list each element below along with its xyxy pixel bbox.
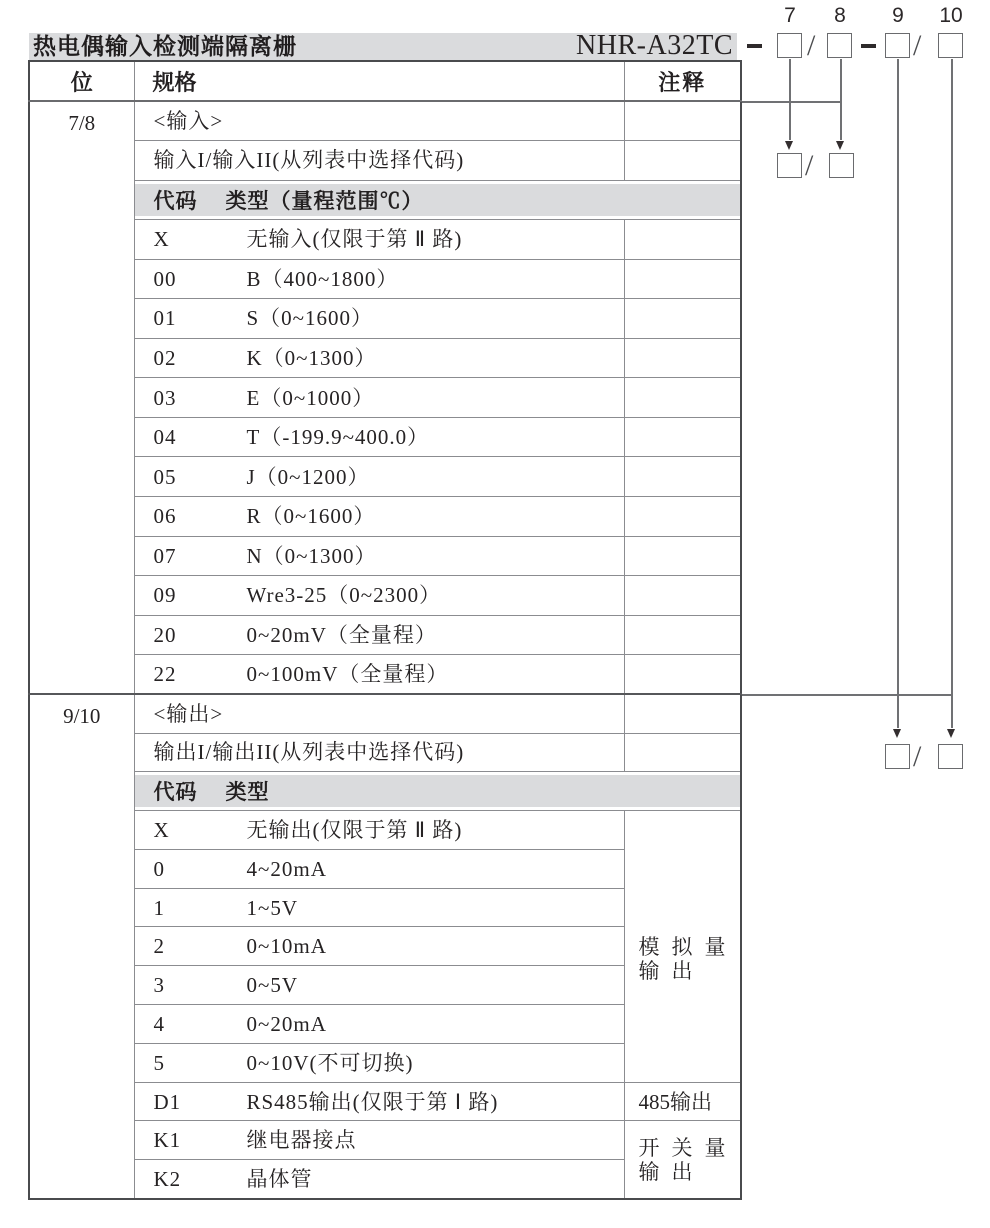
spec-text: <输出> (153, 701, 224, 726)
spec-cell (134, 1043, 624, 1082)
type-value: J（0~1200） (246, 464, 370, 489)
code-value: 5 (153, 1050, 165, 1075)
subheader-stripe (135, 184, 741, 217)
note-cell (624, 536, 741, 576)
output-code-box-I (885, 744, 910, 769)
type-value: K（0~1300） (246, 345, 377, 370)
code-value: 09 (153, 583, 177, 608)
type-value: 1~5V (246, 895, 299, 920)
spec-text: 输出I/输出II(从列表中选择代码) (153, 740, 465, 765)
spec-text (135, 857, 624, 881)
type-value: T（-199.9~400.0） (246, 425, 430, 450)
spec-text (135, 1128, 624, 1152)
note-cell (624, 496, 741, 536)
table-row (29, 615, 741, 655)
code-value: 07 (153, 543, 177, 568)
slash-separator: / (913, 29, 922, 62)
connector-line-input (740, 101, 841, 103)
header-position: 位 (29, 61, 134, 101)
table-row (29, 536, 741, 576)
table-row (29, 101, 741, 141)
code-value: 06 (153, 504, 177, 529)
table-row (29, 1082, 741, 1121)
arrow-down-icon (836, 141, 844, 150)
spec-cell (134, 417, 624, 457)
note-cell (624, 694, 741, 733)
spec-cell (134, 888, 624, 927)
note-cell (624, 576, 741, 616)
code-value: 02 (153, 345, 177, 370)
table-row (29, 180, 741, 220)
position-number-7: 7 (784, 4, 796, 27)
spec-cell (134, 536, 624, 576)
code-value: 04 (153, 425, 177, 450)
table-row (29, 259, 741, 299)
spec-text: <输入> (153, 108, 224, 133)
product-title: 热电偶输入检测端隔离栅 (33, 33, 297, 59)
code-value: 20 (153, 622, 177, 647)
code-value: 2 (153, 934, 165, 959)
note-cell (624, 615, 741, 655)
code-value: 1 (153, 895, 165, 920)
spec-cell (134, 259, 624, 299)
table-row (29, 378, 741, 418)
spec-cell (134, 1121, 624, 1160)
spec-text (135, 227, 624, 251)
input-code-box-II (829, 153, 854, 178)
spec-cell (134, 496, 624, 536)
note-cell (624, 299, 741, 339)
note-cell (624, 655, 741, 695)
type-value: 4~20mA (246, 856, 327, 881)
note-text: 输出 (638, 959, 705, 984)
spec-cell (134, 615, 624, 655)
table-row (29, 141, 741, 181)
spec-cell (134, 299, 624, 339)
table-row (29, 457, 741, 497)
note-cell (624, 220, 741, 260)
dash-separator (747, 44, 762, 48)
type-value: R（0~1600） (246, 504, 376, 529)
position-number-9: 9 (892, 4, 904, 27)
subheader-code-label: 代码 (153, 189, 198, 213)
spec-cell (134, 220, 624, 260)
header-spec: 规格 (134, 61, 624, 101)
spec-text: 输入I/输入II(从列表中选择代码) (153, 148, 465, 173)
code-value: 00 (153, 266, 177, 291)
type-value: 0~20mA (246, 1011, 327, 1036)
code-box-9 (885, 33, 910, 58)
spec-cell (134, 101, 624, 141)
spec-cell (134, 378, 624, 418)
position-cell: 9/10 (29, 694, 134, 1198)
code-value: 05 (153, 464, 177, 489)
type-value: 0~20mV（全量程） (246, 622, 437, 647)
spec-cell (134, 1082, 624, 1121)
note-cell (624, 417, 741, 457)
spec-text (135, 1012, 624, 1036)
table-header-row (29, 61, 741, 101)
subheader-code-label: 代码 (153, 781, 198, 805)
note-text: 485输出 (638, 1089, 712, 1114)
pointer-line-9 (897, 59, 899, 728)
code-type-subheader (134, 772, 741, 811)
spec-text (135, 267, 624, 291)
note-cell (624, 259, 741, 299)
spec-text (135, 346, 624, 370)
note-cell (624, 811, 741, 1083)
slash-separator: / (807, 29, 816, 62)
table-row (29, 338, 741, 378)
spec-table (28, 60, 742, 1200)
spec-cell (134, 966, 624, 1005)
spec-cell (134, 1160, 624, 1199)
arrow-down-icon (893, 729, 901, 738)
note-text: 模拟量 (638, 935, 738, 960)
note-cell (624, 1121, 741, 1199)
spec-cell (134, 576, 624, 616)
spec-text (135, 896, 624, 920)
code-value: 22 (153, 662, 177, 687)
code-value: 0 (153, 856, 165, 881)
spec-cell (134, 338, 624, 378)
code-value: 01 (153, 306, 177, 331)
spec-text (135, 934, 624, 958)
code-value: X (153, 227, 170, 252)
spec-text (135, 465, 624, 489)
spec-text (135, 662, 624, 686)
table-row (29, 733, 741, 772)
pointer-line-8 (840, 59, 842, 140)
type-value: 无输出(仅限于第 Ⅱ 路) (246, 817, 463, 842)
dash-separator (861, 44, 876, 48)
arrow-down-icon (785, 141, 793, 150)
spec-cell (134, 811, 624, 850)
type-value: 0~10mA (246, 934, 327, 959)
code-value: D1 (153, 1089, 182, 1114)
spec-text (135, 973, 624, 997)
pointer-line-7 (789, 59, 791, 140)
spec-text (135, 425, 624, 449)
subheader-type-label: 类型 (225, 781, 270, 805)
table-row (29, 694, 741, 733)
spec-cell (134, 694, 624, 733)
type-value: E（0~1000） (246, 385, 375, 410)
spec-cell (134, 1005, 624, 1044)
code-value: 4 (153, 1011, 165, 1036)
spec-text (135, 1090, 624, 1114)
arrow-down-icon (947, 729, 955, 738)
type-value: B（400~1800） (246, 266, 399, 291)
note-cell (624, 1082, 741, 1121)
code-type-subheader (134, 180, 741, 220)
spec-text (135, 583, 624, 607)
note-cell (624, 141, 741, 181)
type-value: 0~5V (246, 973, 299, 998)
type-value: 0~100mV（全量程） (246, 662, 449, 687)
table-row (29, 496, 741, 536)
code-box-8 (827, 33, 852, 58)
code-value: 3 (153, 973, 165, 998)
spec-text (135, 306, 624, 330)
spec-table-body (29, 101, 741, 1199)
type-value: 晶体管 (246, 1166, 313, 1191)
pointer-line-10 (951, 59, 953, 728)
spec-cell (134, 733, 624, 772)
subheader-stripe (135, 775, 741, 807)
type-value: 继电器接点 (246, 1128, 357, 1153)
title-bar (29, 30, 737, 61)
spec-text (135, 818, 624, 842)
position-number-10: 10 (939, 4, 963, 27)
spec-text (135, 504, 624, 528)
type-value: Wre3-25（0~2300） (246, 583, 442, 608)
type-value: 0~10V(不可切换) (246, 1050, 414, 1075)
table-row (29, 417, 741, 457)
code-box-10 (938, 33, 963, 58)
note-cell (624, 338, 741, 378)
code-value: K1 (153, 1128, 182, 1153)
type-value: S（0~1600） (246, 306, 374, 331)
code-box-7 (777, 33, 802, 58)
spec-cell (134, 849, 624, 888)
note-cell (624, 733, 741, 772)
model-number: NHR-A32TC (576, 30, 733, 61)
output-code-box-II (938, 744, 963, 769)
spec-text (135, 623, 624, 647)
table-row (29, 220, 741, 260)
note-cell (624, 457, 741, 497)
spec-cell (134, 927, 624, 966)
slash-separator: / (913, 740, 922, 773)
table-row (29, 299, 741, 339)
spec-text (135, 1051, 624, 1075)
spec-text (135, 1167, 624, 1191)
input-code-box-I (777, 153, 802, 178)
type-value: 无输入(仅限于第 Ⅱ 路) (246, 227, 463, 252)
type-value: N（0~1300） (246, 543, 377, 568)
spec-text (135, 544, 624, 568)
spec-text (135, 386, 624, 410)
spec-cell (134, 457, 624, 497)
table-row (29, 576, 741, 616)
position-number-8: 8 (834, 4, 846, 27)
table-row (29, 1121, 741, 1160)
table-row (29, 772, 741, 811)
note-cell (624, 378, 741, 418)
code-value: X (153, 817, 170, 842)
note-text: 输出 (638, 1159, 705, 1184)
connector-line-output (740, 694, 952, 696)
spec-cell (134, 655, 624, 695)
position-cell: 7/8 (29, 101, 134, 694)
code-value: 03 (153, 385, 177, 410)
slash-separator: / (805, 149, 814, 182)
note-cell (624, 101, 741, 141)
table-row (29, 811, 741, 850)
table-row (29, 655, 741, 695)
subheader-type-label: 类型（量程范围℃） (225, 189, 424, 213)
note-text: 开关量 (638, 1135, 738, 1160)
type-value: RS485输出(仅限于第 Ⅰ 路) (246, 1089, 499, 1114)
header-note: 注释 (624, 61, 741, 101)
spec-cell (134, 141, 624, 181)
code-value: K2 (153, 1166, 182, 1191)
